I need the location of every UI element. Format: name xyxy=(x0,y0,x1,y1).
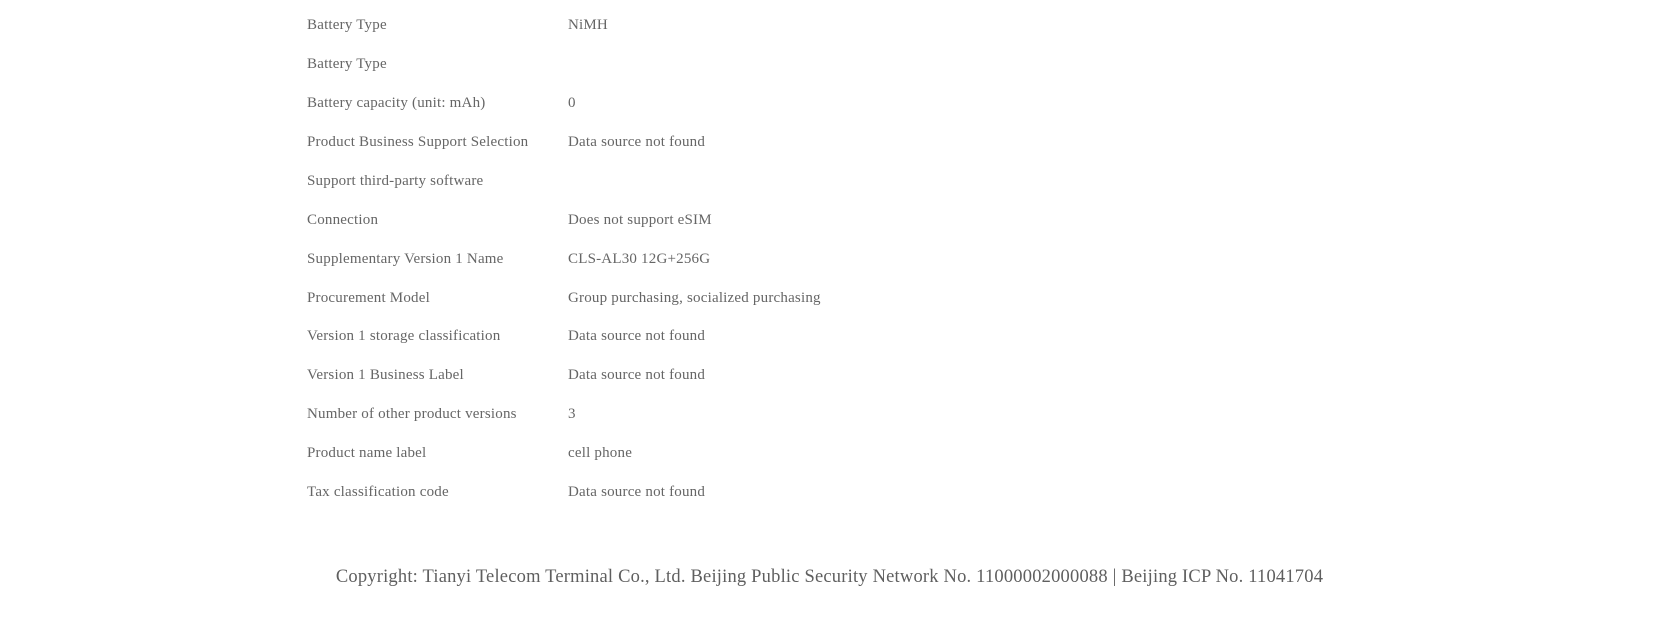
spec-value: 3 xyxy=(568,406,576,423)
spec-label: Battery Type xyxy=(307,16,387,33)
spec-row xyxy=(307,318,821,357)
spec-row xyxy=(307,240,821,279)
spec-row xyxy=(307,123,821,162)
spec-label: Product name label xyxy=(307,445,427,462)
spec-row xyxy=(307,45,821,84)
spec-label: Version 1 storage classification xyxy=(307,328,501,345)
spec-label: Product Business Support Selection xyxy=(307,133,529,150)
spec-value: Does not support eSIM xyxy=(568,211,712,228)
spec-row xyxy=(307,434,821,473)
spec-value: Data source not found xyxy=(568,328,706,345)
spec-value: Data source not found xyxy=(568,367,706,384)
spec-label: Version 1 Business Label xyxy=(307,367,464,384)
spec-row xyxy=(307,6,821,45)
spec-row xyxy=(307,84,821,123)
spec-row xyxy=(307,201,821,240)
spec-row xyxy=(307,162,821,201)
spec-row xyxy=(307,395,821,434)
spec-row xyxy=(307,356,821,395)
spec-label: Tax classification code xyxy=(307,484,449,501)
spec-label: Battery Type xyxy=(307,55,387,72)
spec-value: 0 xyxy=(568,94,576,111)
spec-label: Battery capacity (unit: mAh) xyxy=(307,94,486,111)
spec-value: Group purchasing, socialized purchasing xyxy=(568,289,821,306)
page-footer xyxy=(0,567,1659,588)
spec-value: Data source not found xyxy=(568,133,706,150)
spec-value: cell phone xyxy=(568,445,633,462)
spec-label: Connection xyxy=(307,211,379,228)
spec-label: Procurement Model xyxy=(307,289,430,306)
copyright-text: Copyright: Tianyi Telecom Terminal Co., Ltd. Beijing Public Security Network No. 11000002000088 | Beijing ICP No. 11041704 xyxy=(335,567,1324,587)
spec-label: Support third-party software xyxy=(307,172,484,189)
spec-label: Number of other product versions xyxy=(307,406,517,423)
spec-row xyxy=(307,279,821,318)
spec-label: Supplementary Version 1 Name xyxy=(307,250,504,267)
spec-row xyxy=(307,473,821,512)
spec-value: CLS-AL30 12G+256G xyxy=(568,250,711,267)
product-spec-list xyxy=(307,6,821,512)
spec-value: Data source not found xyxy=(568,484,706,501)
spec-value: NiMH xyxy=(568,16,608,33)
